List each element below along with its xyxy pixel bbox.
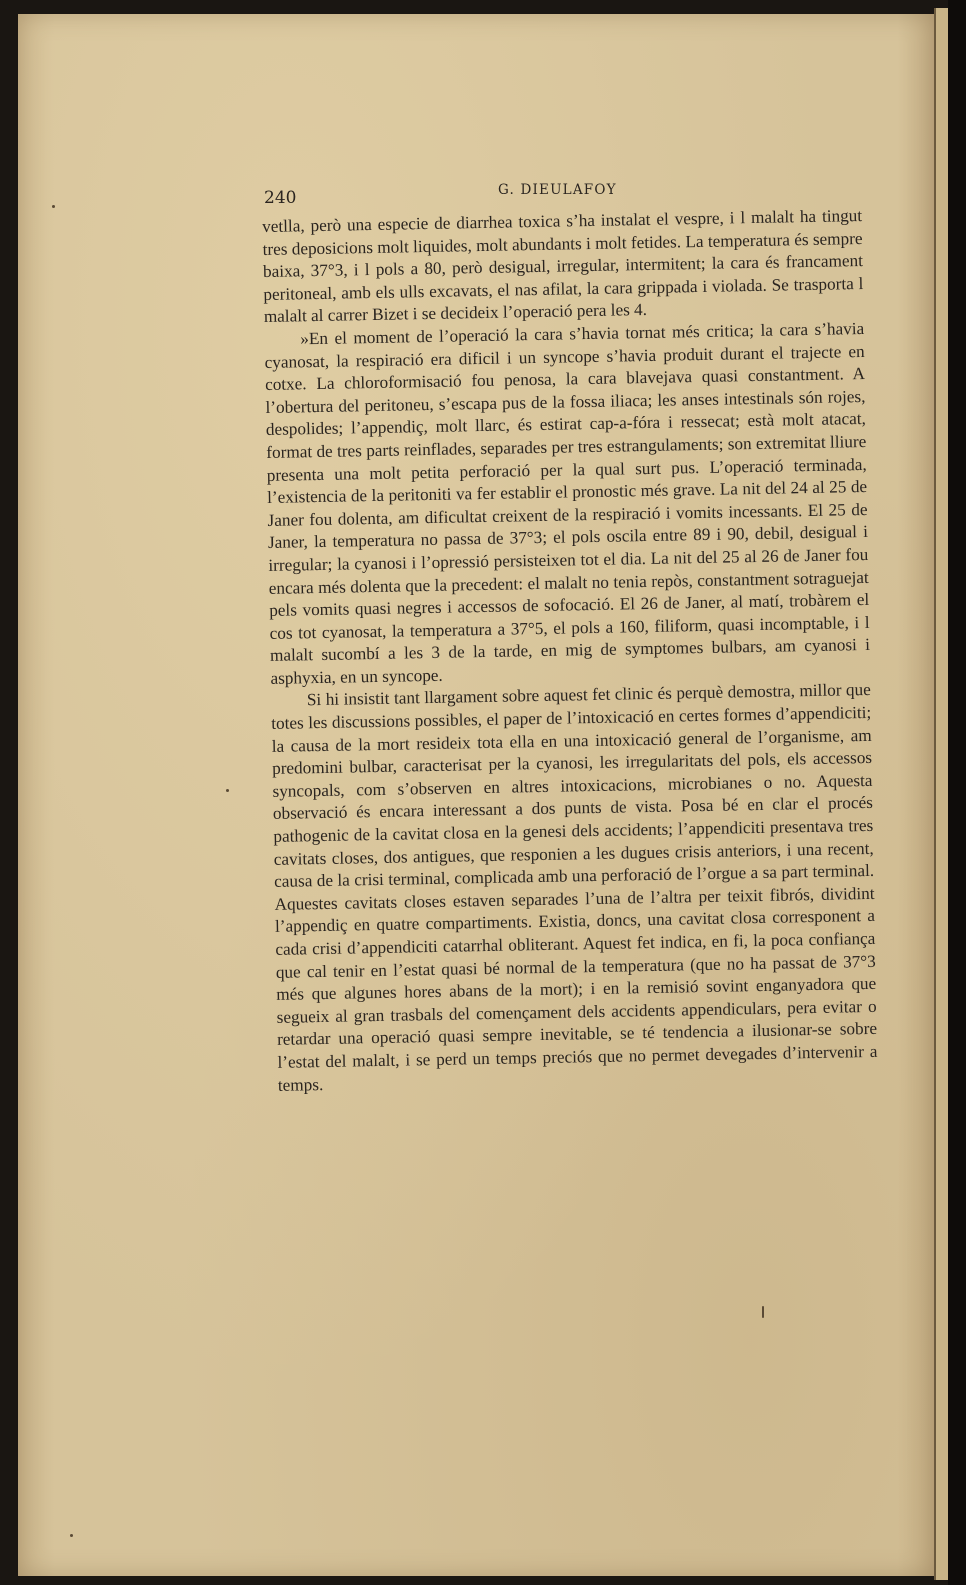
body-text [262,205,878,1097]
page-number: 240 [264,188,297,208]
paper-speck [52,205,55,208]
paper-speck [226,789,229,792]
paragraph: Si hi insistit tant llargament sobre aquest fet clinic és perquè demostra, millor que totes les discussions possibles, el paper de l’intoxicació en certes formes d’appendiciti; la causa de la mort resideix tota ella en una intoxicació general de l’organisme, am predomini bulbar, caracterisat per la cyanosi, les irregularitats del pols, els accessos syncopals, com s’observen en altres intoxicacions, microbianes o no. Aquesta observació és encara interessant a dos punts de vista. Posa bé en clar el procés pathogenic de la cavitat closa en la genesi dels accidents; l’appendiciti presentava tres cavitats closes, dos antigues, que responien a les dugues crisis anteriors, i una recent, causa de la crisi terminal, complicada amb una perforació de l’orgue a sa part terminal. Aquestes cavitats closes estaven separades l’una de l’altra per teixit fibrós, dividint l’appendiç en quatre compartiments. Existia, doncs, una cavitat closa corresponent a cada crisi d’appendiciti catarrhal obliterant. Aquest fet indica, en fi, la poca confiança que cal tenir en l’estat quasi bé normal de la temperatura (que no ha passat de 37°3 més que algunes hores abans de la mort); i en la remisió sovint enganyadora que segueix al gran trasbals del començament dels accidents appendiculars, pera evitar o retardar una operació quasi sempre inevitable, se té tendencia a ilusionar-se sobre l’estat del malalt, i se perd un temps preciós que no permet devegades d’intervenir a temps. [271,680,878,1095]
paper-speck [762,1306,764,1318]
paragraph: vetlla, però una especie de diarrhea toxica s’ha instalat el vespre, i l malalt ha tingut tres deposicions molt liquides, molt abundants i molt fetides. La temperatura és sempre baixa, 37°3, i l pols a 80, però desigual, irregular, intermitent; la cara és francament peritoneal, amb els ulls excavats, el nas afilat, la cara grippada i violada. Se trasporta l malalt al carrer Bizet i se decideix l’operació pera les 4. [262,206,864,327]
page-header [264,182,864,208]
binding-shadow [948,0,966,1585]
paper-speck [70,1534,73,1537]
running-head: G. DIEULAFOY [498,182,617,198]
paragraph: »En el moment de l’operació la cara s’havia tornat més critica; la cara s’havia cyanosat, la respiració era dificil i un syncope s’havia produit durant el trajecte en cotxe. La chloroformisació fou penosa, la cara blavejava quasi constantment. A l’obertura del peritoneu, s’escapa pus de la fossa iliaca; les anses intestinals són rojes, despolides; l’appendiç, molt llarc, és estirat cap-a-fóra i ressecat; està molt atacat, format de tres parts reinflades, separades per tres estrangulaments; son extremitat lliure presenta una molt petita perforació per la qual surt pus. L’operació terminada, l’existencia de la peritoniti va fer establir el pronostic més grave. La nit del 24 al 25 de Janer fou dolenta, am dificultat creixent de la respiració i vomits incessants. El 25 de Janer, la temperatura no passa de 37°3; el pols oscila entre 89 i 90, debil, desigual i irregular; la cyanosi i l’opressió persisteixen tot el dia. La nit del 25 al 26 de Janer fou encara més dolenta que la precedent: el malalt no tenia repòs, constantment sotraguejat pels vomits quasi negres i accessos de sofocació. El 26 de Janer, al matí, trobàrem el cos tot cyanosat, la temperatura a 37°5, el pols a 160, filiform, quasi incomptable, i l malalt sucombí a les 3 de la tarde, en mig de symptomes bulbars, am cyanosi i asphyxia, en un syncope. [264,318,871,688]
